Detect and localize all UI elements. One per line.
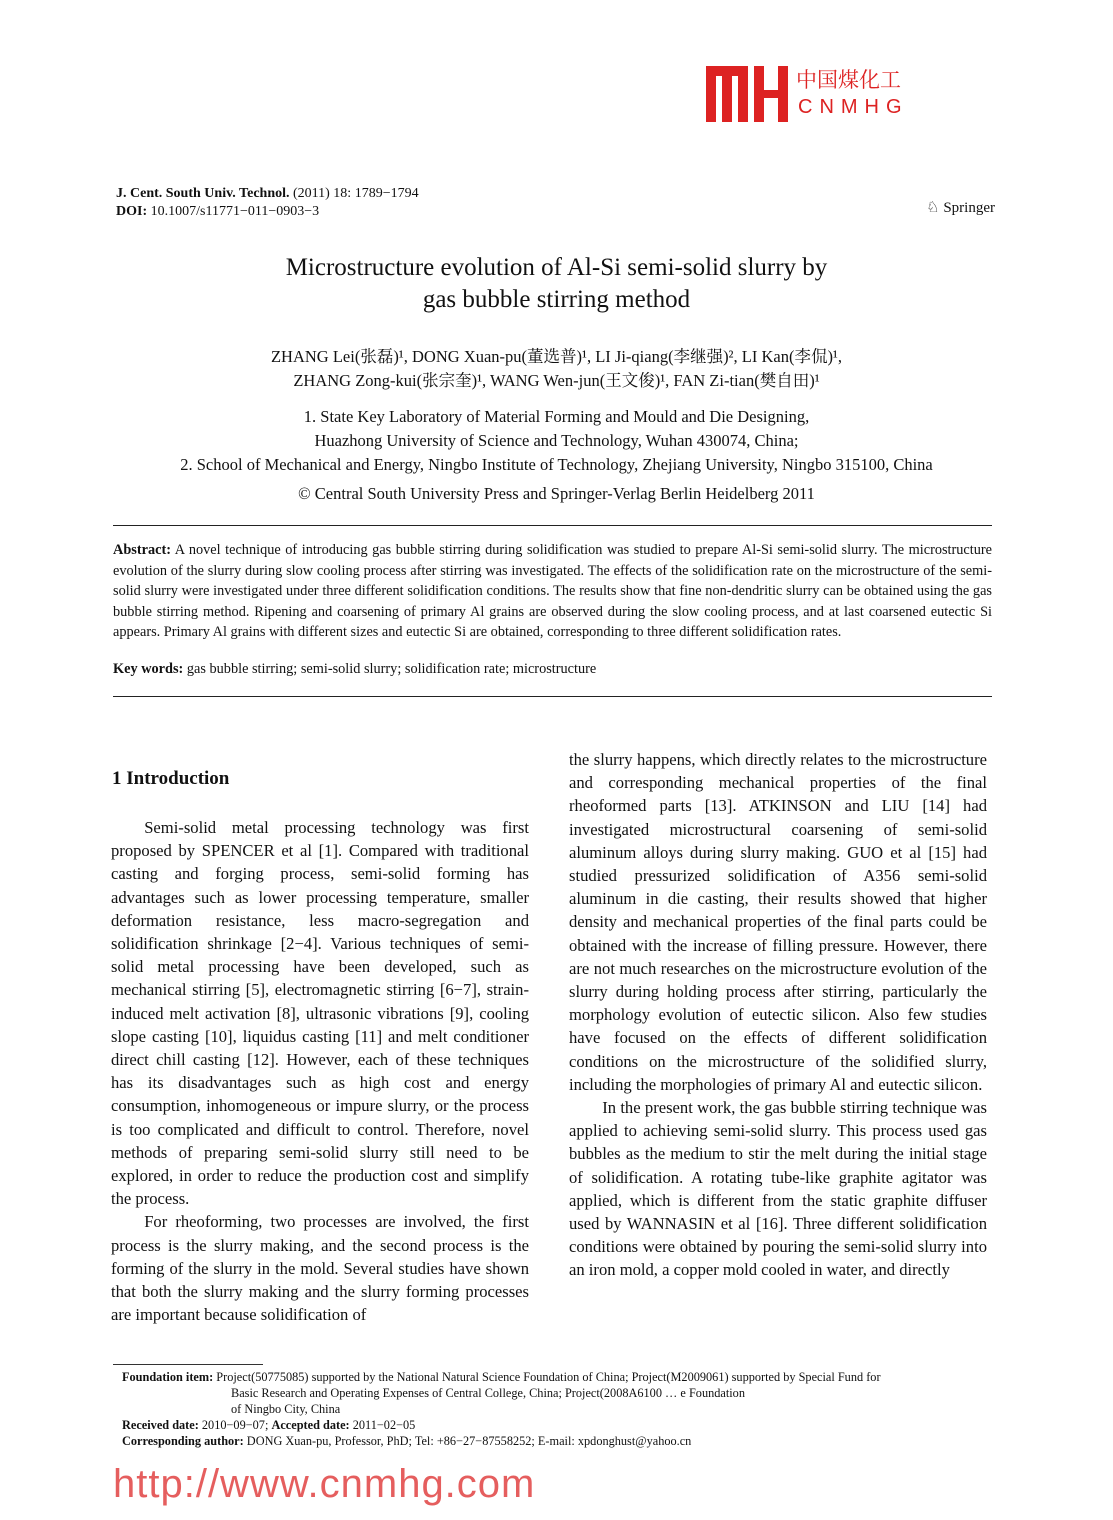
- abstract-label: Abstract:: [113, 542, 171, 558]
- foundation-label: Foundation item:: [122, 1370, 214, 1384]
- left-column: [111, 816, 529, 1326]
- accepted-label: Accepted date:: [271, 1418, 350, 1432]
- section-heading: 1 Introduction: [112, 768, 230, 789]
- corresponding-author: DONG Xuan-pu, Professor, PhD; Tel: +86−27−87558252; E-mail: xpdonghust@yahoo.cn: [243, 1434, 692, 1448]
- abstract-text: A novel technique of introducing gas bubble stirring during solidification was studied to prepare Al-Si semi-solid slurry. The microstructure evolution of the slurry during slow cooling process after stirring was investigated. The effects of the solidification rate on the microstructure of the semi-solid slurry were investigated under three different solidification conditions. The results show that fine non-dendritic slurry can be obtained using the gas bubble stirring method. Ripening and coarsening of primary Al grains are observed during the slow cooling process, and at last coarsened eutectic Si appears. Primary Al grains with different sizes and eutectic Si are obtained, corresponding to three different solidification rates.: [113, 542, 992, 641]
- paragraph: For rheoforming, two processes are involved, the first process is the slurry making, and the second process is the forming of the slurry in the mold. Several studies have shown that both the slurry making and the slurry forming processes are important because solidification of: [111, 1212, 529, 1325]
- journal-volume: (2011) 18: 1789−1794: [289, 186, 419, 201]
- affiliation-line: Huazhong University of Science and Technology, Wuhan 430074, China;: [314, 431, 799, 450]
- doi-label: DOI:: [116, 204, 148, 219]
- divider: [113, 696, 992, 697]
- paragraph: In the present work, the gas bubble stirring technique was applied to achieving semi-solid slurry. This process used gas bubbles as the medium to stir the melt during the initial stage of solidification. A rotating tube-like graphite agitator was applied, which is different from the static graphite diffuser used by WANNASIN et al [16]. Three different solidification conditions were obtained by pouring the semi-solid slurry into an iron mold, a copper mold cooled in water, and directly: [569, 1098, 987, 1280]
- url-watermark: http://www.cnmhg.com: [113, 1462, 536, 1506]
- keywords-label: Key words:: [113, 660, 184, 677]
- accepted-date: 2011−02−05: [349, 1418, 416, 1432]
- logo-english-text: CNMHG: [798, 96, 909, 118]
- foundation-text-tail: e Foundation: [680, 1386, 745, 1400]
- affiliations: [0, 405, 1113, 477]
- journal-citation: [116, 185, 419, 221]
- title-line: gas bubble stirring method: [422, 286, 691, 313]
- mh-logo-icon: [704, 62, 788, 124]
- publisher-logo: [926, 198, 995, 217]
- abstract: [113, 540, 992, 643]
- received-label: Received date:: [122, 1418, 199, 1432]
- footnote: Foundation item: Project(50775085) supported by the National Natural Science Foundation of China; Project(M2009061) supported by Special Fund for Basic Research and Operating Expenses of Central College, China; Project(2008A6100 … e Foundation of Ningbo City, China Received date: 2010−09−07; Accepted date: 2011−02−05 Corresponding author: DONG Xuan-pu, Professor, PhD; Tel: +86−27−87558252; E-mail: xpdonghust@yahoo.cn: [122, 1369, 992, 1449]
- foundation-text: Basic Research and Operating Expenses of Central College, China; Project(2008A6100: [231, 1386, 662, 1400]
- paragraph: Semi-solid metal processing technology was first proposed by SPENCER et al [1]. Compared with traditional casting and forging process, semi-solid forming has advantages such as lower processing temperature, smaller deformation resistance, less macro-segregation and solidification shrinkage [2−4]. Various techniques of semi-solid metal processing have been developed, such as mechanical stirring [5], electromagnetic stirring [6−7], strain-induced melt activation [8], ultrasonic vibrations [9], cooling slope casting [10], liquidus casting [11] and melt conditioner direct chill casting [12]. However, each of these techniques has its disadvantages such as high cost and energy consumption, inhomogeneous or impure slurry, or the process is too complicated and difficult to control. Therefore, novel methods of preparing semi-solid slurry still need to be explored, in order to reduce the production cost and simplify the process.: [111, 818, 529, 1209]
- title-line: Microstructure evolution of Al-Si semi-solid slurry by: [285, 254, 828, 281]
- journal-name: J. Cent. South Univ. Technol.: [116, 186, 290, 201]
- corresponding-label: Corresponding author:: [122, 1434, 244, 1448]
- keywords-text: gas bubble stirring; semi-solid slurry; solidification rate; microstructure: [183, 660, 597, 677]
- abstract-block: [113, 525, 992, 697]
- affiliation-line: 1. State Key Laboratory of Material Forming and Mould and Die Designing,: [303, 407, 810, 426]
- right-column: [569, 748, 987, 1282]
- paper-title: [0, 252, 1113, 316]
- foundation-text: of Ningbo City, China: [231, 1402, 341, 1416]
- springer-horse-icon: ♘: [926, 200, 940, 216]
- doi[interactable]: 10.1007/s11771−011−0903−3: [147, 204, 320, 219]
- publisher-name: Springer: [943, 200, 995, 216]
- author-line: ZHANG Zong-kui(张宗奎)¹, WANG Wen-jun(王文俊)¹, FAN Zi-tian(樊自田)¹: [293, 371, 820, 390]
- paragraph: the slurry happens, which directly relates to the microstructure and corresponding mechanical properties of the final rheoformed parts [13]. ATKINSON and LIU [14] had investigated microstructural coarsening of semi-solid aluminum alloys during slurry making. GUO et al [15] had studied pressurized solidification of A356 semi-solid aluminum in die casting, their results showed that higher density and mechanical properties of the final parts could be obtained with the increase of filling pressure. However, there are not much researches on the microstructure evolution of the slurry during holding process after stirring, particularly the morphology evolution of eutectic silicon. Also few studies have focused on the effects of different solidification conditions on the microstructure of the solidified slurry, including the morphologies of primary Al and eutectic silicon.: [569, 750, 987, 1094]
- copyright: © Central South University Press and Springer-Verlag Berlin Heidelberg 2011: [298, 484, 815, 503]
- foundation-text: Project(50775085) supported by the National Natural Science Foundation of China; Project(M2009061) supported by Special Fund for: [213, 1370, 881, 1384]
- affiliation-line: 2. School of Mechanical and Energy, Ningbo Institute of Technology, Zhejiang University, Ningbo 315100, China: [180, 455, 933, 474]
- divider: [113, 525, 992, 526]
- cnmhg-watermark-logo: [700, 60, 990, 130]
- logo-chinese-text: 中国煤化工: [796, 68, 901, 92]
- author-line: ZHANG Lei(张磊)¹, DONG Xuan-pu(董选普)¹, LI Ji-qiang(李继强)², LI Kan(李侃)¹,: [270, 347, 843, 366]
- authors: [0, 345, 1113, 393]
- footnote-rule: [113, 1364, 263, 1365]
- keywords: [113, 661, 992, 678]
- received-date: 2010−09−07;: [198, 1418, 272, 1432]
